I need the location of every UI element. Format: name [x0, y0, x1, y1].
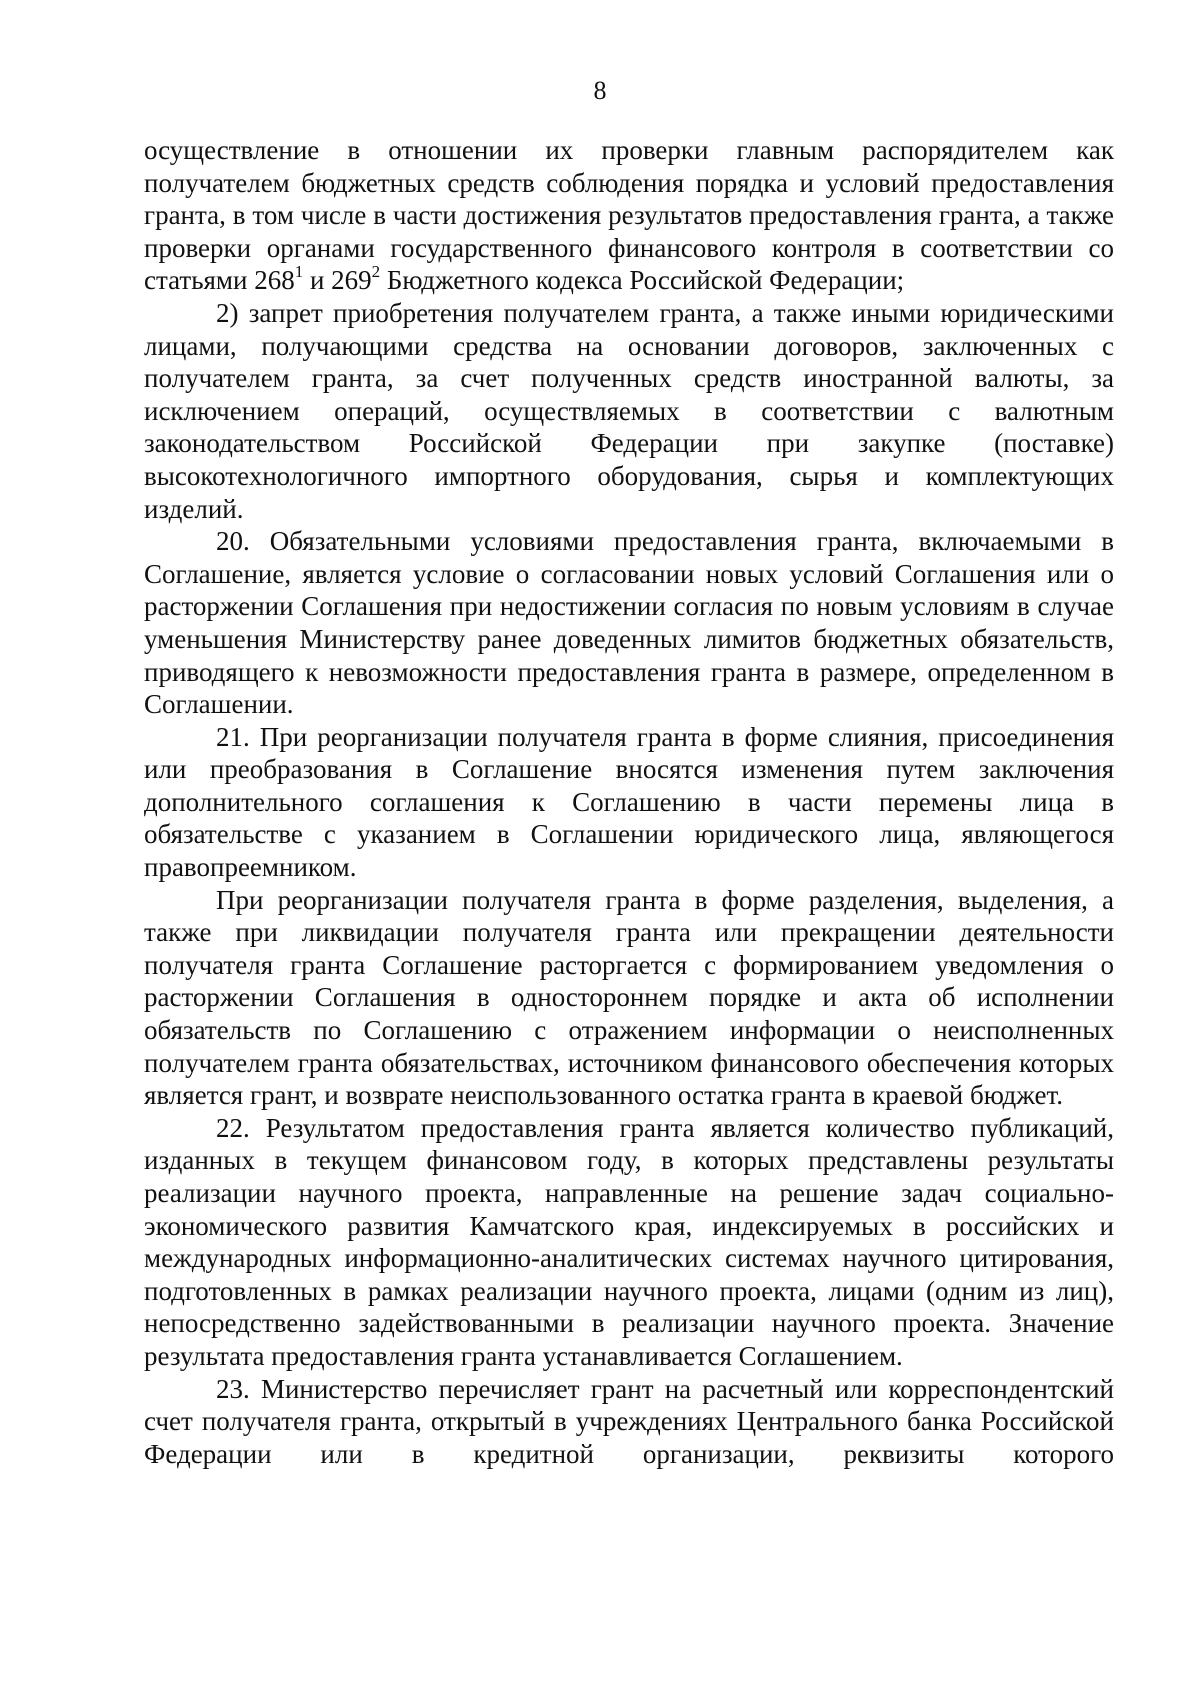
- paragraph-section-20: 20. Обязательными условиями предоставления гранта, включаемыми в Соглашение, является условие о согласовании новых условий Соглашения или о расторжении Соглашения при недостижении согласия по новым условиям в случае уменьшения Министерству ранее доведенных лимитов бюджетных обязательств, приводящего к невозможности предоставления гранта в размере, определенном в Соглашении.: [144, 526, 1114, 720]
- page-number: 8: [593, 76, 607, 105]
- paragraph-item-2: 2) запрет приобретения получателем гранта, а также иными юридическими лицами, получающими средства на основании договоров, заключенных с получателем гранта, за счет полученных средств иностранной валюты, за исключением операций, осуществляемых в соответствии с валютным законодательством Российской Федерации при закупке (поставке) высокотехнологичного импортного оборудования, сырья и комплектующих изделий.: [144, 297, 1114, 524]
- paragraph-section-22: 22. Результатом предоставления гранта является количество публикаций, изданных в текущем финансовом году, в которых представлены результаты реализации научного проекта, направленные на решение задач социально-экономического развития Камчатского края, индексируемых в российских и международных информационно-аналитических системах научного цитирования, подготовленных в рамках реализации научного проекта, лицами (одним из лиц), непосредственно задействованными в реализации научного проекта. Значение результата предоставления гранта устанавливается Соглашением.: [144, 1112, 1114, 1371]
- superscript: 2: [371, 262, 381, 282]
- paragraph-text: Бюджетного кодекса Российской Федерации;: [380, 265, 905, 296]
- paragraph-text: и 269: [303, 265, 372, 296]
- paragraph-section-23: 23. Министерство перечисляет грант на расчетный или корреспондентский счет получателя гранта, открытый в учреждениях Центрального банка Российской Федерации или в кредитной организации, реквизиты которого: [144, 1373, 1114, 1469]
- paragraph-text: осуществление в отношении их проверки главным распорядителем как получателем бюджетных средств соблюдения порядка и условий предоставления гранта, в том числе в части достижения результатов предоставления гранта, а также проверки органами государственного финансового контроля в соответствии со статьями 268: [144, 135, 1114, 296]
- paragraph-section-21-cont: При реорганизации получателя гранта в форме разделения, выделения, а также при ликвидации получателя гранта или прекращении деятельности получателя гранта Соглашение расторгается с формированием уведомления о расторжении Соглашения в одностороннем порядке и акта об исполнении обязательств по Соглашению с отражением информации о неисполненных получателем гранта обязательствах, источником финансового обеспечения которых является грант, и возврате неиспользованного остатка гранта в краевой бюджет.: [144, 884, 1114, 1111]
- superscript: 1: [294, 262, 304, 282]
- paragraph-section-21: 21. При реорганизации получателя гранта в форме слияния, присоединения или преобразования в Соглашение вносятся изменения путем заключения дополнительного соглашения к Соглашению в части перемены лица в обязательстве с указанием в Соглашении юридического лица, являющегося правопреемником.: [144, 721, 1114, 883]
- paragraph-continuation: [144, 134, 1114, 297]
- document-body: [144, 134, 1114, 1470]
